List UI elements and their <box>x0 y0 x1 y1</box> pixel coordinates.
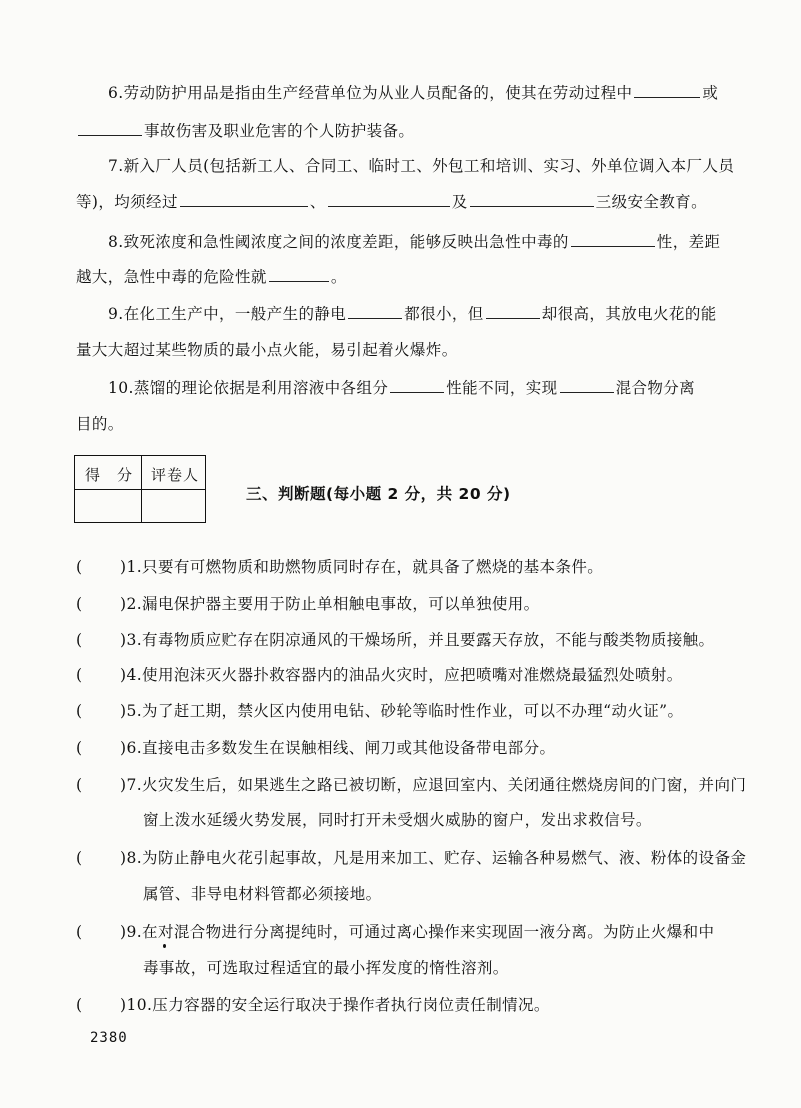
judge-item-9: ( )9.在对混合物进行分离提纯时，可通过离心操作来实现固一液分离。为防止火爆和中 <box>76 923 715 941</box>
question-9-line2: 量大大超过某些物质的最小点火能，易引起着火爆炸。 <box>76 341 458 359</box>
blank <box>390 391 444 393</box>
question-10-line1: 10.蒸馏的理论依据是利用溶液中各组分 性能不同，实现 混合物分离 <box>108 379 696 397</box>
blank <box>180 205 308 207</box>
question-7-line2: 等)，均须经过 、 及 三级安全教育。 <box>76 193 707 211</box>
question-8-line1: 8.致死浓度和急性阈浓度之间的浓度差距，能够反映出急性中毒的 性，差距 <box>108 233 721 251</box>
judge-item-7: ( )7.火灾发生后，如果逃生之路已被切断，应退回室内、关闭通往燃烧房间的门窗，并向门 <box>76 776 747 794</box>
page-number: 2380 <box>90 1030 128 1046</box>
blank <box>470 205 594 207</box>
blank <box>560 391 614 393</box>
judge-item-10: ( )10.压力容器的安全运行取决于操作者执行岗位责任制情况。 <box>76 996 550 1014</box>
judge-item-6: ( )6.直接电击多数发生在误触相线、闸刀或其他设备带电部分。 <box>76 739 556 757</box>
judge-item-5: ( )5.为了赶工期，禁火区内使用电钻、砂轮等临时性作业，可以不办理“动火证”。 <box>76 702 684 720</box>
judge-item-2: ( )2.漏电保护器主要用于防止单相触电事故，可以单独使用。 <box>76 595 540 613</box>
judge-item-4: ( )4.使用泡沫灭火器扑救容器内的油品火灾时，应把喷嘴对准燃烧最猛烈处喷射。 <box>76 666 683 684</box>
question-8-line2: 越大，急性中毒的危险性就 。 <box>76 268 347 286</box>
section-title: 三、判断题(每小题 2 分，共 20 分) <box>246 485 511 503</box>
table-divider <box>75 489 205 490</box>
ink-speck <box>163 944 166 948</box>
grader-header: 评卷人 <box>151 466 200 484</box>
judge-item-8-cont: 属管、非导电材料管都必须接地。 <box>143 885 382 903</box>
judge-item-7-cont: 窗上泼水延缓火势发展，同时打开未受烟火威胁的窗户，发出求救信号。 <box>143 811 652 829</box>
question-9-line1: 9.在化工生产中，一般产生的静电 都很小，但 却很高，其放电火花的能 <box>108 305 717 323</box>
judge-item-1: ( )1.只要有可燃物质和助燃物质同时存在，就具备了燃烧的基本条件。 <box>76 558 604 576</box>
blank <box>571 245 655 247</box>
question-6-line1: 6.劳动防护用品是指由生产经营单位为从业人员配备的，使其在劳动过程中 或 <box>108 84 719 102</box>
judge-item-8: ( )8.为防止静电火花引起事故，凡是用来加工、贮存、运输各种易燃气、液、粉体的设备金 <box>76 849 747 867</box>
question-10-line2: 目的。 <box>76 415 124 433</box>
judge-item-3: ( )3.有毒物质应贮存在阴凉通风的干燥场所，并且要露天存放，不能与酸类物质接触。 <box>76 631 715 649</box>
blank <box>348 317 402 319</box>
score-table <box>74 455 206 523</box>
judge-item-9-cont: 毒事故，可选取过程适宜的最小挥发度的惰性溶剂。 <box>143 959 509 977</box>
question-7-line1: 7.新入厂人员(包括新工人、合同工、临时工、外包工和培训、实习、外单位调入本厂人员 <box>108 157 735 175</box>
blank <box>486 317 540 319</box>
blank <box>634 96 700 98</box>
score-header: 得 分 <box>85 466 134 484</box>
blank <box>328 205 450 207</box>
question-6-line2: 事故伤害及职业危害的个人防护装备。 <box>76 119 414 141</box>
blank <box>269 280 329 282</box>
blank <box>78 134 142 136</box>
